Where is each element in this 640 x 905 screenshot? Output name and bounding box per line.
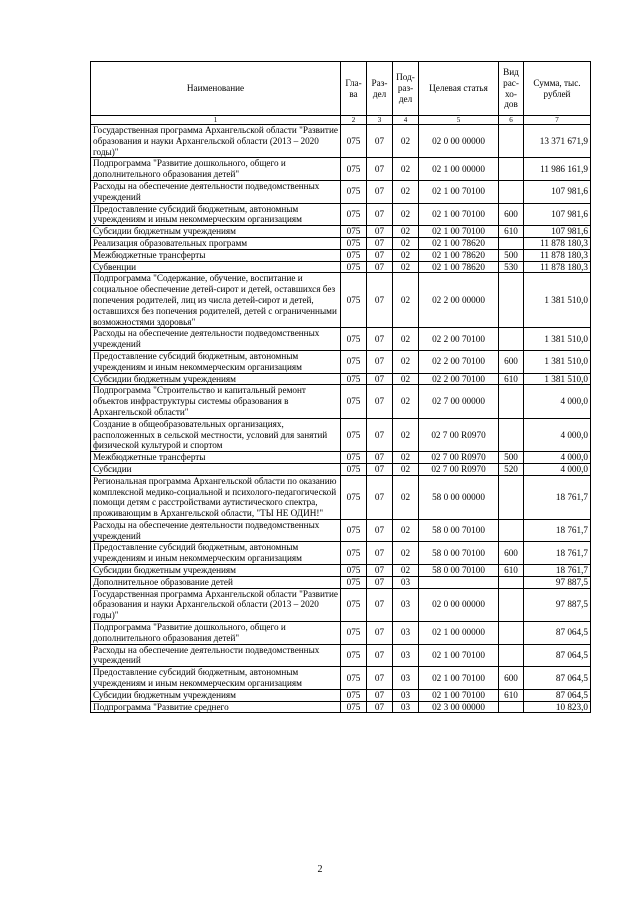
cell-glava: 075 <box>341 667 367 690</box>
cell-sum: 11 878 180,3 <box>524 237 591 249</box>
cell-podrazdel: 02 <box>393 463 419 475</box>
column-number: 3 <box>367 116 393 125</box>
cell-target: 02 1 00 70100 <box>419 226 499 238</box>
cell-glava: 075 <box>341 542 367 565</box>
cell-target: 02 2 00 00000 <box>419 273 499 328</box>
cell-razdel: 07 <box>367 249 393 261</box>
cell-glava: 075 <box>341 385 367 418</box>
cell-vid <box>499 475 524 519</box>
cell-name: Расходы на обеспечение деятельности подведомственных учреждений <box>91 519 341 542</box>
cell-vid: 500 <box>499 249 524 261</box>
cell-vid: 610 <box>499 373 524 385</box>
cell-glava: 075 <box>341 689 367 701</box>
cell-target: 02 1 00 78620 <box>419 249 499 261</box>
column-number: 7 <box>524 116 591 125</box>
cell-sum: 18 761,7 <box>524 475 591 519</box>
cell-target: 02 1 00 70100 <box>419 203 499 226</box>
cell-podrazdel: 03 <box>393 576 419 588</box>
cell-target: 02 7 00 00000 <box>419 385 499 418</box>
cell-name: Подпрограмма "Развитие среднего <box>91 701 341 713</box>
cell-target: 02 1 00 70100 <box>419 644 499 667</box>
cell-target: 02 1 00 00000 <box>419 622 499 645</box>
cell-target: 58 0 00 70100 <box>419 519 499 542</box>
cell-name: Подпрограмма "Содержание, обучение, воспитание и социальное обеспечение детей-сирот и детей, оставшихся без попечения родителей, лиц из числа детей-сирот и детей, оставшихся без попечения родителей, детей с ограниченными возможностями здоровья" <box>91 273 341 328</box>
cell-target: 02 1 00 70100 <box>419 180 499 203</box>
cell-podrazdel: 02 <box>393 226 419 238</box>
cell-glava: 075 <box>341 350 367 373</box>
cell-target: 02 1 00 00000 <box>419 158 499 181</box>
cell-vid <box>499 576 524 588</box>
cell-sum: 87 064,5 <box>524 644 591 667</box>
header-podrazdel: Под-раз-дел <box>393 62 419 116</box>
cell-target: 58 0 00 00000 <box>419 475 499 519</box>
cell-sum: 107 981,6 <box>524 226 591 238</box>
cell-podrazdel: 02 <box>393 385 419 418</box>
cell-name: Предоставление субсидий бюджетным, автономным учреждениям и иным некоммерческим организациям <box>91 542 341 565</box>
table-header <box>91 62 591 125</box>
cell-podrazdel: 03 <box>393 644 419 667</box>
cell-glava: 075 <box>341 373 367 385</box>
table-body <box>91 125 591 713</box>
cell-target: 02 0 00 00000 <box>419 125 499 158</box>
cell-name: Расходы на обеспечение деятельности подведомственных учреждений <box>91 328 341 351</box>
table-row <box>91 667 591 690</box>
cell-target: 02 1 00 70100 <box>419 667 499 690</box>
cell-name: Подпрограмма "Развитие дошкольного, общего и дополнительного образования детей" <box>91 622 341 645</box>
cell-name: Государственная программа Архангельской области "Развитие образования и науки Архангельской области (2013 – 2020 годы)" <box>91 588 341 621</box>
table-row <box>91 249 591 261</box>
cell-vid: 600 <box>499 667 524 690</box>
cell-name: Государственная программа Архангельской области "Развитие образования и науки Архангельской области (2013 – 2020 годы)" <box>91 125 341 158</box>
header-target: Целевая статья <box>419 62 499 116</box>
cell-podrazdel: 02 <box>393 158 419 181</box>
cell-sum: 4 000,0 <box>524 452 591 464</box>
cell-podrazdel: 02 <box>393 452 419 464</box>
cell-target: 02 1 00 70100 <box>419 689 499 701</box>
cell-vid <box>499 328 524 351</box>
table-row <box>91 385 591 418</box>
cell-sum: 18 761,7 <box>524 542 591 565</box>
cell-sum: 107 981,6 <box>524 203 591 226</box>
cell-glava: 075 <box>341 576 367 588</box>
cell-name: Субсидии <box>91 463 341 475</box>
column-number: 1 <box>91 116 341 125</box>
cell-podrazdel: 02 <box>393 519 419 542</box>
cell-sum: 11 878 180,3 <box>524 261 591 273</box>
cell-sum: 18 761,7 <box>524 519 591 542</box>
table-row <box>91 203 591 226</box>
table-row <box>91 180 591 203</box>
cell-glava: 075 <box>341 588 367 621</box>
cell-vid <box>499 180 524 203</box>
cell-target <box>419 576 499 588</box>
cell-razdel: 07 <box>367 203 393 226</box>
cell-razdel: 07 <box>367 237 393 249</box>
table-row <box>91 237 591 249</box>
cell-podrazdel: 02 <box>393 180 419 203</box>
cell-name: Подпрограмма "Строительство и капитальный ремонт объектов инфраструктуры системы образования в Архангельской области" <box>91 385 341 418</box>
column-number: 6 <box>499 116 524 125</box>
cell-podrazdel: 02 <box>393 328 419 351</box>
cell-vid <box>499 701 524 713</box>
table-row <box>91 226 591 238</box>
table-row <box>91 261 591 273</box>
column-number: 4 <box>393 116 419 125</box>
cell-glava: 075 <box>341 237 367 249</box>
cell-glava: 075 <box>341 463 367 475</box>
cell-target: 02 1 00 78620 <box>419 237 499 249</box>
cell-name: Субсидии бюджетным учреждениям <box>91 565 341 577</box>
cell-razdel: 07 <box>367 328 393 351</box>
cell-target: 02 2 00 70100 <box>419 350 499 373</box>
cell-glava: 075 <box>341 273 367 328</box>
table-row <box>91 519 591 542</box>
cell-name: Дополнительное образование детей <box>91 576 341 588</box>
cell-podrazdel: 02 <box>393 542 419 565</box>
table-row <box>91 644 591 667</box>
cell-razdel: 07 <box>367 385 393 418</box>
cell-razdel: 07 <box>367 273 393 328</box>
table-row <box>91 350 591 373</box>
table-row <box>91 328 591 351</box>
cell-target: 02 7 00 R0970 <box>419 452 499 464</box>
cell-sum: 97 887,5 <box>524 576 591 588</box>
cell-sum: 1 381 510,0 <box>524 328 591 351</box>
cell-vid: 530 <box>499 261 524 273</box>
cell-razdel: 07 <box>367 519 393 542</box>
cell-name: Реализация образовательных программ <box>91 237 341 249</box>
table-row <box>91 542 591 565</box>
cell-vid <box>499 237 524 249</box>
cell-sum: 97 887,5 <box>524 588 591 621</box>
cell-vid: 500 <box>499 452 524 464</box>
cell-razdel: 07 <box>367 667 393 690</box>
table-row <box>91 689 591 701</box>
cell-glava: 075 <box>341 701 367 713</box>
table-row <box>91 701 591 713</box>
cell-glava: 075 <box>341 519 367 542</box>
cell-sum: 87 064,5 <box>524 622 591 645</box>
cell-glava: 075 <box>341 158 367 181</box>
cell-name: Субвенции <box>91 261 341 273</box>
cell-sum: 1 381 510,0 <box>524 373 591 385</box>
cell-vid <box>499 125 524 158</box>
cell-razdel: 07 <box>367 226 393 238</box>
cell-sum: 4 000,0 <box>524 385 591 418</box>
table-row <box>91 158 591 181</box>
cell-glava: 075 <box>341 249 367 261</box>
cell-sum: 11 878 180,3 <box>524 249 591 261</box>
cell-glava: 075 <box>341 261 367 273</box>
cell-sum: 13 371 671,9 <box>524 125 591 158</box>
column-number: 2 <box>341 116 367 125</box>
cell-podrazdel: 03 <box>393 622 419 645</box>
cell-name: Межбюджетные трансферты <box>91 249 341 261</box>
cell-name: Создание в общеобразовательных организациях, расположенных в сельской местности, условий для занятий физической культурой и спортом <box>91 418 341 451</box>
cell-podrazdel: 03 <box>393 689 419 701</box>
header-name: Наименование <box>91 62 341 116</box>
cell-sum: 18 761,7 <box>524 565 591 577</box>
cell-name: Предоставление субсидий бюджетным, автономным учреждениям и иным некоммерческим организациям <box>91 350 341 373</box>
cell-razdel: 07 <box>367 701 393 713</box>
page-number: 2 <box>317 864 323 875</box>
cell-glava: 075 <box>341 475 367 519</box>
cell-glava: 075 <box>341 418 367 451</box>
budget-table <box>90 61 591 713</box>
cell-podrazdel: 03 <box>393 701 419 713</box>
table-row <box>91 475 591 519</box>
cell-target: 02 2 00 70100 <box>419 328 499 351</box>
cell-target: 58 0 00 70100 <box>419 565 499 577</box>
cell-sum: 1 381 510,0 <box>524 273 591 328</box>
cell-razdel: 07 <box>367 689 393 701</box>
cell-name: Субсидии бюджетным учреждениям <box>91 226 341 238</box>
table-row <box>91 125 591 158</box>
cell-razdel: 07 <box>367 576 393 588</box>
cell-sum: 11 986 161,9 <box>524 158 591 181</box>
cell-razdel: 07 <box>367 475 393 519</box>
cell-name: Субсидии бюджетным учреждениям <box>91 689 341 701</box>
header-vid: Вид рас-хо-дов <box>499 62 524 116</box>
cell-podrazdel: 03 <box>393 667 419 690</box>
cell-glava: 075 <box>341 328 367 351</box>
header-sum: Сумма, тыс. рублей <box>524 62 591 116</box>
table-row <box>91 565 591 577</box>
column-number: 5 <box>419 116 499 125</box>
cell-podrazdel: 03 <box>393 588 419 621</box>
cell-sum: 107 981,6 <box>524 180 591 203</box>
table-row <box>91 452 591 464</box>
cell-vid <box>499 418 524 451</box>
cell-razdel: 07 <box>367 452 393 464</box>
cell-razdel: 07 <box>367 565 393 577</box>
cell-vid <box>499 644 524 667</box>
cell-target: 58 0 00 70100 <box>419 542 499 565</box>
cell-target: 02 7 00 R0970 <box>419 418 499 451</box>
cell-podrazdel: 02 <box>393 237 419 249</box>
cell-vid: 600 <box>499 203 524 226</box>
cell-vid <box>499 385 524 418</box>
cell-vid <box>499 273 524 328</box>
cell-name: Расходы на обеспечение деятельности подведомственных учреждений <box>91 644 341 667</box>
cell-name: Предоставление субсидий бюджетным, автономным учреждениям и иным некоммерческим организациям <box>91 203 341 226</box>
cell-podrazdel: 02 <box>393 249 419 261</box>
cell-sum: 4 000,0 <box>524 418 591 451</box>
cell-name: Субсидии бюджетным учреждениям <box>91 373 341 385</box>
cell-razdel: 07 <box>367 644 393 667</box>
cell-razdel: 07 <box>367 125 393 158</box>
cell-glava: 075 <box>341 125 367 158</box>
cell-podrazdel: 02 <box>393 373 419 385</box>
cell-podrazdel: 02 <box>393 418 419 451</box>
cell-podrazdel: 02 <box>393 273 419 328</box>
cell-vid <box>499 622 524 645</box>
cell-target: 02 2 00 70100 <box>419 373 499 385</box>
cell-vid: 600 <box>499 542 524 565</box>
cell-razdel: 07 <box>367 261 393 273</box>
cell-podrazdel: 02 <box>393 475 419 519</box>
cell-razdel: 07 <box>367 588 393 621</box>
table-row <box>91 588 591 621</box>
cell-target: 02 1 00 78620 <box>419 261 499 273</box>
cell-razdel: 07 <box>367 373 393 385</box>
cell-vid: 610 <box>499 689 524 701</box>
cell-razdel: 07 <box>367 180 393 203</box>
cell-glava: 075 <box>341 644 367 667</box>
header-glava: Гла-ва <box>341 62 367 116</box>
table-row <box>91 622 591 645</box>
cell-vid <box>499 519 524 542</box>
table-row <box>91 418 591 451</box>
cell-podrazdel: 02 <box>393 350 419 373</box>
cell-vid: 610 <box>499 565 524 577</box>
cell-podrazdel: 02 <box>393 261 419 273</box>
cell-razdel: 07 <box>367 350 393 373</box>
cell-podrazdel: 02 <box>393 203 419 226</box>
cell-glava: 075 <box>341 452 367 464</box>
table-row <box>91 373 591 385</box>
table-row <box>91 576 591 588</box>
cell-glava: 075 <box>341 203 367 226</box>
table-row <box>91 463 591 475</box>
cell-name: Подпрограмма "Развитие дошкольного, общего и дополнительного образования детей" <box>91 158 341 181</box>
cell-target: 02 3 00 00000 <box>419 701 499 713</box>
cell-vid: 600 <box>499 350 524 373</box>
cell-vid <box>499 588 524 621</box>
cell-razdel: 07 <box>367 622 393 645</box>
cell-glava: 075 <box>341 226 367 238</box>
cell-glava: 075 <box>341 565 367 577</box>
cell-razdel: 07 <box>367 542 393 565</box>
cell-vid: 610 <box>499 226 524 238</box>
cell-podrazdel: 02 <box>393 565 419 577</box>
cell-glava: 075 <box>341 622 367 645</box>
cell-name: Расходы на обеспечение деятельности подведомственных учреждений <box>91 180 341 203</box>
cell-sum: 87 064,5 <box>524 667 591 690</box>
cell-name: Предоставление субсидий бюджетным, автономным учреждениям и иным некоммерческим организациям <box>91 667 341 690</box>
cell-razdel: 07 <box>367 463 393 475</box>
cell-sum: 10 823,0 <box>524 701 591 713</box>
table-row <box>91 273 591 328</box>
cell-sum: 87 064,5 <box>524 689 591 701</box>
cell-podrazdel: 02 <box>393 125 419 158</box>
cell-name: Региональная программа Архангельской области по оказанию комплексной медико-социальной и психолого-педагогической помощи детям с расстройствами аутистического спектра, проживающим в Архангельской области, "ТЫ НЕ ОДИН!" <box>91 475 341 519</box>
cell-vid <box>499 158 524 181</box>
cell-sum: 4 000,0 <box>524 463 591 475</box>
column-number-row <box>91 116 591 125</box>
cell-vid: 520 <box>499 463 524 475</box>
cell-sum: 1 381 510,0 <box>524 350 591 373</box>
cell-target: 02 7 00 R0970 <box>419 463 499 475</box>
cell-razdel: 07 <box>367 418 393 451</box>
cell-name: Межбюджетные трансферты <box>91 452 341 464</box>
cell-glava: 075 <box>341 180 367 203</box>
header-razdel: Раз-дел <box>367 62 393 116</box>
cell-target: 02 0 00 00000 <box>419 588 499 621</box>
cell-razdel: 07 <box>367 158 393 181</box>
